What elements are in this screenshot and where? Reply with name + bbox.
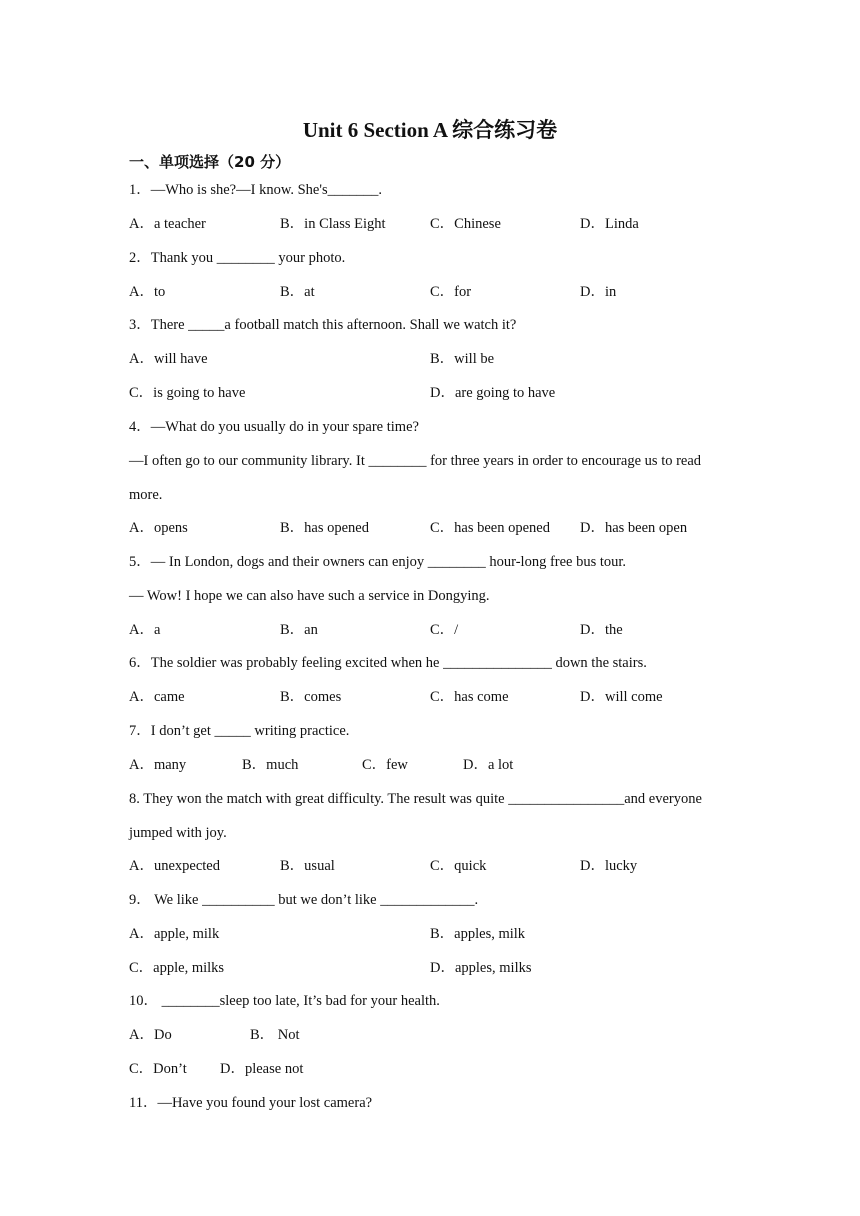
q4-option-c: C．has been opened: [430, 520, 550, 536]
q5-option-a: A．a: [129, 622, 161, 638]
question-5-stem-line-2: — Wow! I hope we can also have such a service in Dongying.: [129, 588, 490, 604]
q7-option-d: D．a lot: [463, 757, 514, 773]
q10-option-c: C．Don’t: [129, 1061, 187, 1077]
q6-option-a: A．came: [129, 689, 185, 705]
q3-option-b: B．will be: [430, 351, 495, 367]
q10-option-b: B． Not: [250, 1027, 300, 1043]
q1-option-b: B．in Class Eight: [280, 216, 386, 232]
q8-option-d: D．lucky: [580, 858, 638, 874]
q1-option-d: D．Linda: [580, 216, 639, 232]
q4-option-d: D．has been open: [580, 520, 688, 536]
q6-option-d: D．will come: [580, 689, 663, 705]
question-10-stem: 10． ________sleep too late, It’s bad for your health.: [129, 993, 440, 1009]
q6-option-c: C．has come: [430, 689, 509, 705]
question-5-stem: 5．— In London, dogs and their owners can enjoy ________ hour-long free bus tour.: [129, 554, 627, 570]
q9-option-a: A．apple, milk: [129, 926, 220, 942]
q3-option-d: D．are going to have: [430, 385, 556, 401]
question-4-stem-line-2: —I often go to our community library. It ________ for three years in order to encourage us to read: [129, 453, 702, 469]
q6-option-b: B．comes: [280, 689, 342, 705]
q4-option-a: A．opens: [129, 520, 188, 536]
question-1-stem: 1．—Who is she?—I know. She's_______.: [129, 182, 382, 198]
q8-option-a: A．unexpected: [129, 858, 220, 874]
q8-option-c: C．quick: [430, 858, 487, 874]
q7-option-a: A．many: [129, 757, 187, 773]
q5-option-b: B．an: [280, 622, 318, 638]
q5-option-c: C．/: [430, 622, 459, 638]
q2-option-c: C．for: [430, 284, 472, 300]
question-11-stem: 11．—Have you found your lost camera?: [129, 1095, 373, 1111]
section-heading: 一、单项选择（20 分）: [129, 153, 291, 171]
question-4-stem-line-3: more.: [129, 487, 163, 503]
question-2-stem: 2．Thank you ________ your photo.: [129, 250, 346, 266]
q5-option-d: D．the: [580, 622, 623, 638]
q7-option-c: C．few: [362, 757, 408, 773]
question-4-stem: 4．—What do you usually do in your spare time?: [129, 419, 419, 435]
q2-option-d: D．in: [580, 284, 617, 300]
q9-option-d: D．apples, milks: [430, 960, 532, 976]
question-7-stem: 7．I don’t get _____ writing practice.: [129, 723, 350, 739]
question-3-stem: 3．There _____a football match this afternoon. Shall we watch it?: [129, 317, 517, 333]
question-9-stem: 9． We like __________ but we don’t like _____________.: [129, 892, 479, 908]
q3-option-c: C．is going to have: [129, 385, 246, 401]
q10-option-a: A．Do: [129, 1027, 172, 1043]
q8-option-b: B．usual: [280, 858, 335, 874]
q9-option-b: B．apples, milk: [430, 926, 526, 942]
q10-option-d: D．please not: [220, 1061, 304, 1077]
question-6-stem: 6．The soldier was probably feeling excited when he _______________ down the stairs.: [129, 655, 647, 671]
q1-option-c: C．Chinese: [430, 216, 501, 232]
q2-option-a: A．to: [129, 284, 166, 300]
q4-option-b: B．has opened: [280, 520, 369, 536]
question-8-stem: 8. They won the match with great difficulty. The result was quite ________________and everyone: [129, 791, 702, 807]
q9-option-c: C．apple, milks: [129, 960, 225, 976]
page-title: Unit 6 Section A 综合练习卷: [302, 118, 558, 142]
q7-option-b: B．much: [242, 757, 299, 773]
q1-option-a: A．a teacher: [129, 216, 206, 232]
q2-option-b: B．at: [280, 284, 315, 300]
question-8-stem-line-2: jumped with joy.: [129, 825, 227, 841]
q3-option-a: A．will have: [129, 351, 208, 367]
